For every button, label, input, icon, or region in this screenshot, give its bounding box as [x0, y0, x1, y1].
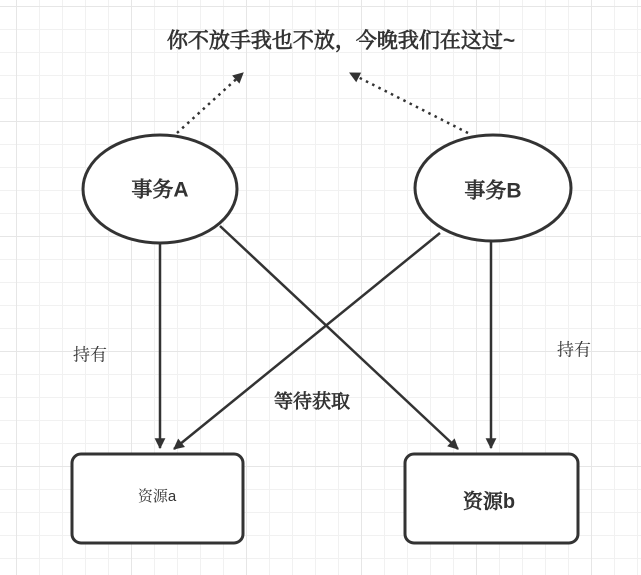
- hold-edge-label-right: 持有: [557, 340, 591, 360]
- wait-arrow-txa-to-resb: [220, 226, 458, 449]
- caption-text: 你不放手我也不放，今晚我们在这过~: [166, 29, 516, 53]
- transaction-a-label: 事务A: [131, 178, 189, 202]
- hold-edge-label-left: 持有: [73, 345, 107, 365]
- callout-arrow-txb-to-caption: [350, 73, 468, 133]
- resource-a-label: 资源a: [137, 487, 177, 505]
- wait-acquire-edge-label: 等待获取: [273, 391, 351, 413]
- callout-arrow-txa-to-caption: [177, 73, 243, 133]
- transaction-b-label: 事务B: [464, 179, 522, 203]
- resource-b-label: 资源b: [462, 491, 516, 513]
- wait-arrow-txb-to-resa: [174, 233, 440, 449]
